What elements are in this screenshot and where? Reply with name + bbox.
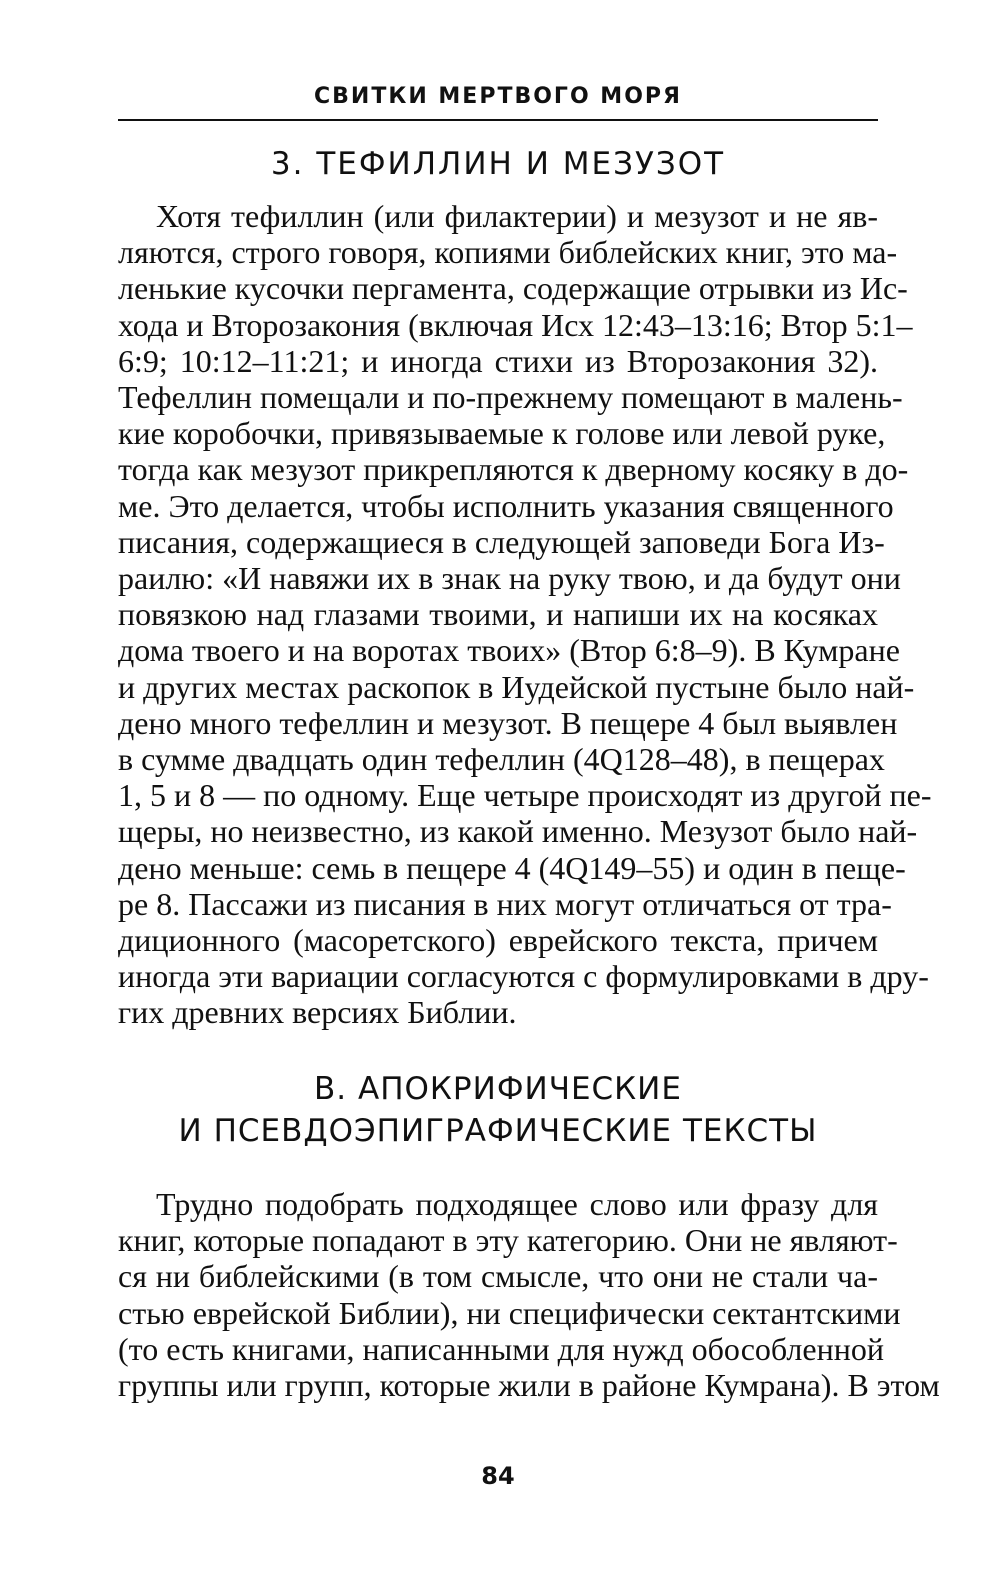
- text-line: ре 8. Пассажи из писания в них могут отличаться от тра-: [118, 885, 892, 922]
- text-line: щеры, но неизвестно, из какой именно. Мезузот было най-: [118, 813, 918, 850]
- paragraph-tefillin: [118, 198, 932, 1031]
- text-line: ленькие кусочки пергамента, содержащие отрывки из Ис-: [118, 270, 908, 307]
- text-line: повязкою над глазами твоими, и напиши их на косяках: [118, 596, 878, 633]
- text-line: гих древних версиях Библии.: [118, 994, 517, 1031]
- page-number: 84: [481, 1462, 515, 1490]
- text-line: Тефеллин помещали и по-прежнему помещают в малень-: [118, 379, 903, 416]
- text-line: Хотя тефиллин (или филактерии) и мезузот и не яв-: [156, 198, 878, 234]
- text-line: ся ни библейскими (в том смысле, что они не стали ча-: [118, 1258, 878, 1295]
- text-line: писания, содержащиеся в следующей заповеди Бога Из-: [118, 523, 885, 560]
- text-line: дома твоего и на воротах твоих» (Втор 6:8–9). В Кумране: [118, 632, 900, 669]
- text-line: и других местах раскопок в Иудейской пустыне было най-: [118, 668, 915, 705]
- text-line: ме. Это делается, чтобы исполнить указания священного: [118, 487, 894, 524]
- text-line: в сумме двадцать один тефеллин (4Q128–48), в пещерах: [118, 741, 885, 778]
- paragraph-apocrypha: [118, 1186, 940, 1404]
- text-line: 6:9; 10:12–11:21; и иногда стихи из Второзакония 32).: [118, 342, 878, 379]
- chapter-title-line: В. АПОКРИФИЧЕСКИЕ: [314, 1071, 682, 1107]
- text-line: книг, которые попадают в эту категорию. Они не являют-: [118, 1222, 898, 1259]
- text-line: иногда эти вариации согласуются с формулировками в дру-: [118, 958, 929, 995]
- text-line: группы или групп, которые жили в районе Кумрана). В этом: [118, 1367, 940, 1404]
- text-line: тогда как мезузот прикрепляются к дверному косяку в до-: [118, 451, 909, 488]
- section-title: 3. ТЕФИЛЛИН И МЕЗУЗОТ: [270, 146, 726, 182]
- text-line: дено меньше: семь в пещере 4 (4Q149–55) и один в пеще-: [118, 849, 906, 886]
- text-line: ляются, строго говоря, копиями библейских книг, это ма-: [118, 234, 898, 271]
- text-line: хода и Второзакония (включая Исх 12:43–13:16; Втор 5:1–: [118, 306, 913, 343]
- text-line: 1, 5 и 8 — по одному. Еще четыре происходят из другой пе-: [118, 777, 932, 814]
- text-line: дено много тефеллин и мезузот. В пещере 4 был выявлен: [118, 704, 898, 741]
- text-line: Трудно подобрать подходящее слово или фразу для: [156, 1186, 878, 1222]
- chapter-title-line: И ПСЕВДОЭПИГРАФИЧЕСКИЕ ТЕКСТЫ: [178, 1113, 818, 1149]
- text-line: раилю: «И навяжи их в знак на руку твою, и да будут они: [118, 560, 901, 597]
- chapter-title: [118, 1068, 878, 1152]
- book-page: [118, 0, 940, 1577]
- text-line: диционного (масоретского) еврейского текста, причем: [118, 922, 878, 959]
- text-line: кие коробочки, привязываемые к голове или левой руке,: [118, 415, 886, 452]
- running-head: СВИТКИ МЕРТВОГО МОРЯ: [314, 84, 682, 109]
- text-line: (то есть книгами, написанными для нужд обособленной: [118, 1330, 884, 1367]
- header-rule: [118, 119, 878, 121]
- text-line: стью еврейской Библии), ни специфически сектантскими: [118, 1294, 901, 1331]
